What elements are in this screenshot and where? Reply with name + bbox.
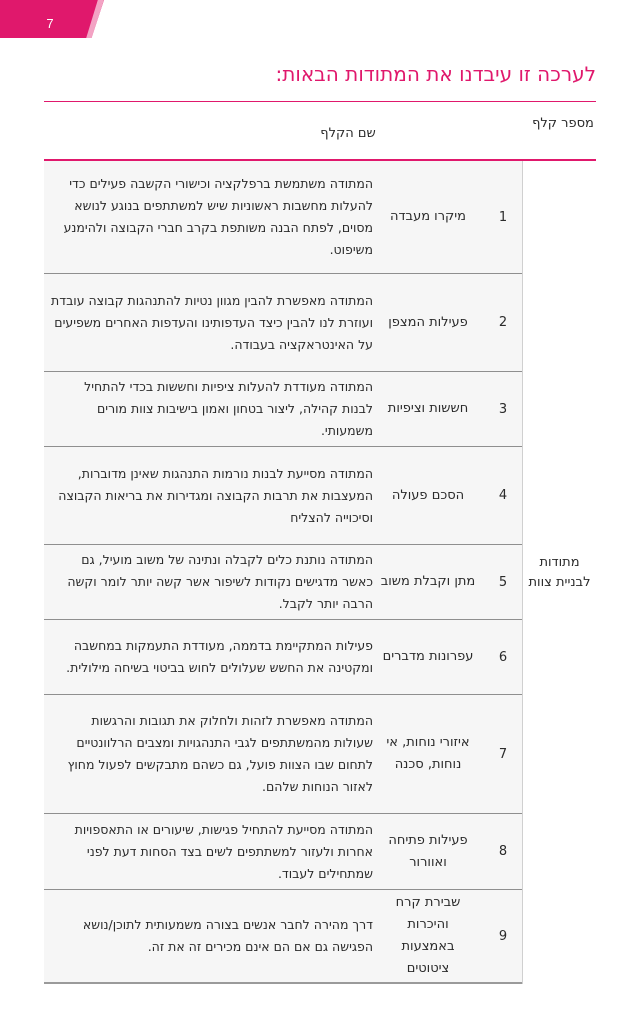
card-name: חששות וציפיות <box>387 401 469 416</box>
table-body <box>44 161 596 984</box>
card-name: פעילות המצפן <box>388 314 468 330</box>
card-name: איזורי נוחות, אי נוחות, סכנה <box>386 735 470 772</box>
table-row <box>44 161 523 274</box>
card-number: 6 <box>498 649 508 665</box>
methods-table <box>44 104 596 984</box>
table-row <box>44 372 523 447</box>
header-card-number: מספר קלף <box>532 116 594 131</box>
card-number: 9 <box>498 928 508 944</box>
table-row <box>44 620 523 695</box>
card-number: 7 <box>498 746 508 762</box>
card-number: 5 <box>498 574 508 590</box>
card-description: המתודה מאפשרת לזהות ולחלוק את תגובות והרגשות שעולות מהמשתתפים לגבי התנהגויות ומצבים הרלוונטיים לתחום שבו הצוות פועל, גם כשהם מתבקשים לפעול מחוץ לאזור הנוחות שלהם. <box>67 713 373 794</box>
card-name: מתן וקבלת משוב <box>380 574 476 589</box>
page-title: לערכה זו עיבדנו את המתודות הבאות: <box>275 62 596 86</box>
card-description: המתודה מסייעת לבנות נורמות התנהגות שאינן מדוברות, המעצבות את תרבות הקבוצה ומגדירות את בריאות הקבוצה וסיכוייה להצליח <box>58 465 373 525</box>
card-number: 3 <box>498 401 508 417</box>
table-row <box>44 545 523 620</box>
card-description: המתודה משתמשת ברפלקציה וכישורי הקשבה פעילים כדי להעלות מחשבות ראשוניות שיש למשתתפים בנוגע לנושא מסוים, לפתח הבנה משותפת בקרב חברי הקבוצה ולהימנע משיפוט. <box>63 176 373 257</box>
card-name: הסכם פעולה <box>391 487 465 503</box>
card-name: מיקרו מעבדה <box>389 209 467 224</box>
card-description: המתודה מסייעת להתחיל פגישות, שיעורים או התאספויות אחרות ולעזור למשתתפים לשים בצד הסחות דעת לפני שמתחילים לעבוד. <box>74 821 373 881</box>
card-name: עפרונות מדברים <box>382 649 474 664</box>
card-number: 2 <box>498 315 508 330</box>
header-card-name: שם הקלף <box>320 126 376 141</box>
title-divider <box>44 101 596 102</box>
table-row <box>44 695 523 814</box>
table-row <box>44 890 523 984</box>
card-description: דרך מהירה לחבר אנשים בצורה משמעותית לתוכן/נושא הפגישה גם אם הם אינם מכירים זה את זה. <box>82 917 373 954</box>
card-name: שבירת קרח והיכרות באמצעות ציטוטים <box>395 895 461 976</box>
table-row <box>44 814 523 890</box>
card-number: 1 <box>498 209 508 225</box>
group-label: מתודות לבניית צוות <box>522 161 596 984</box>
card-description: המתודה מעודדת להעלות ציפיות וחששות בכדי להתחיל לבנות קהילה, ליצור בטחון ואמון בישיבות צוות מורים משמעותי. <box>84 379 373 438</box>
card-number: 4 <box>498 488 508 503</box>
card-number: 8 <box>498 844 508 859</box>
card-name: פעילות פתיחה ואוורור <box>388 832 468 870</box>
card-description: המתודה נותנת כלים לקבלה ונתינה של משוב מועיל, גם כאשר מדגישים נקודות לשיפור אשר קשה יותר לומר וקשה הרבה יותר לקבל. <box>67 552 373 611</box>
table-row <box>44 274 523 372</box>
page-number: 7 <box>46 16 54 31</box>
card-description: פעילות המתקיימת בדממה, מעודדת התעמקות במחשבה ומקטינה את החשש שעלולים לחוש בביטוי בשיחה מילולית. <box>66 638 373 675</box>
table-row <box>44 447 523 545</box>
card-description: המתודה מאפשרת להבין מגוון נטיות להתנהגות קבוצה עובדת ועוזרת לנו להבין כיצד העדפותינו והעדפות האחרים משפיעים על האינטראקציה בעבודה. <box>51 292 373 352</box>
table-header <box>44 104 596 161</box>
